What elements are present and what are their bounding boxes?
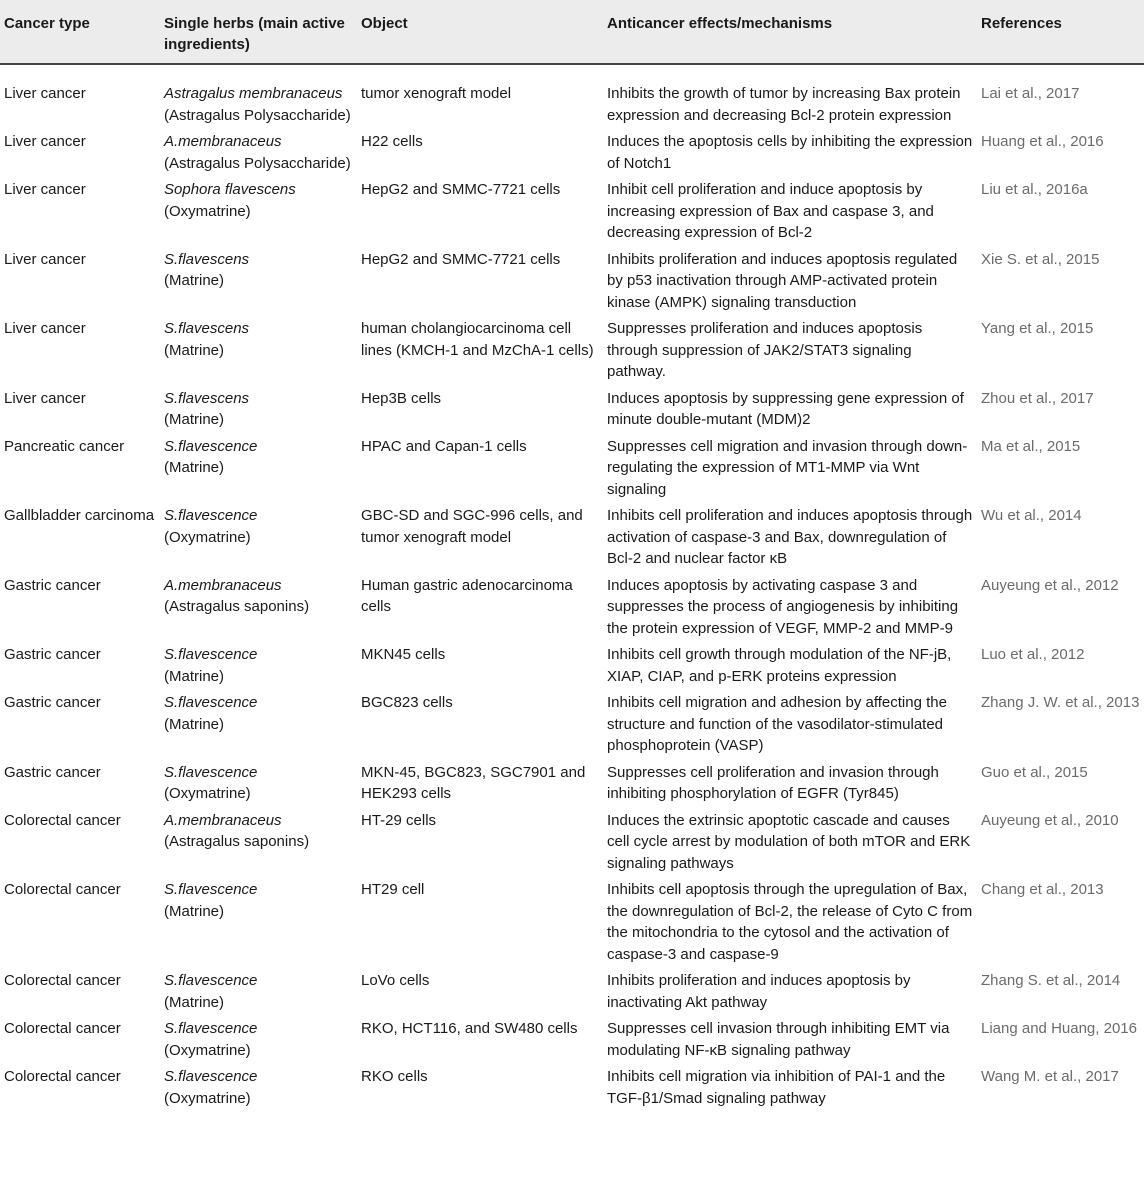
cell-cancer-type: Gastric cancer [4, 694, 101, 711]
herb-species: S.flavescence [164, 646, 258, 663]
cell-herb [160, 1063, 357, 1111]
header-anticancer-effects: Anticancer effects/mechanisms [603, 0, 977, 64]
herb-ingredient: (Astragalus Polysaccharide) [164, 154, 351, 172]
cell-cancer-type: Colorectal cancer [4, 881, 121, 898]
cell-object: BGC823 cells [361, 694, 453, 711]
herb-species: S.flavescens [164, 320, 250, 337]
cell-reference: Auyeung et al., 2010 [981, 811, 1119, 829]
herb-species: A.membranaceus [164, 811, 282, 829]
herb-species: S.flavescence [164, 1068, 258, 1085]
herb-species: A.membranaceus [164, 133, 282, 150]
table-row [0, 433, 1144, 503]
cell-herb [160, 64, 357, 128]
header-references: References [977, 0, 1144, 64]
cell-cancer-type: Liver cancer [4, 250, 86, 268]
cell-effect: Inhibits cell migration and adhesion by affecting the structure and function of the vasodilator-stimulated phosphoprotein (VASP) [607, 694, 947, 754]
table-row [0, 759, 1144, 807]
cell-object: LoVo cells [361, 972, 430, 989]
herb-ingredient: (Astragalus Polysaccharide) [164, 106, 351, 124]
herb-ingredient: (Astragalus saponins) [164, 598, 310, 615]
cell-cancer-type: Colorectal cancer [4, 972, 121, 989]
table-row [0, 689, 1144, 759]
herb-species: S.flavescence [164, 763, 258, 781]
herb-ingredient: (Matrine) [164, 459, 225, 476]
table-row [0, 128, 1144, 176]
cell-cancer-type: Liver cancer [4, 389, 86, 407]
herb-ingredient: (Oxymatrine) [164, 528, 251, 546]
herb-ingredient: (Astragalus saponins) [164, 833, 310, 850]
cell-effect: Inhibits the growth of tumor by increasing Bax protein expression and decreasing Bcl-2 protein expression [607, 85, 961, 124]
herb-species: S.flavescens [164, 389, 250, 407]
cell-reference: Ma et al., 2015 [981, 437, 1081, 455]
herb-species: S.flavescence [164, 972, 258, 989]
herb-ingredient: (Matrine) [164, 902, 225, 920]
cell-herb [160, 385, 357, 433]
cell-herb [160, 176, 357, 246]
cell-reference: Chang et al., 2013 [981, 881, 1104, 898]
table-row [0, 1015, 1144, 1063]
cell-object: Hep3B cells [361, 389, 442, 407]
cell-effect: Suppresses cell proliferation and invasion through inhibiting phosphorylation of EGFR (Tyr845) [607, 763, 939, 802]
table-row [0, 967, 1144, 1015]
header-single-herbs: Single herbs (main active ingredients) [160, 0, 357, 64]
cell-cancer-type: Gastric cancer [4, 763, 101, 781]
cell-reference: Yang et al., 2015 [981, 320, 1094, 337]
cell-effect: Inhibits cell apoptosis through the upregulation of Bax, the downregulation of Bcl-2, the release of Cyto C from the mitochondria to the cytosol and the activation of caspase-3 and caspase-9 [607, 881, 973, 963]
cell-reference: Zhou et al., 2017 [981, 389, 1094, 407]
cell-cancer-type: Liver cancer [4, 85, 86, 102]
header-object: Object [357, 0, 603, 64]
herb-ingredient: (Oxymatrine) [164, 1041, 251, 1059]
cell-reference: Guo et al., 2015 [981, 763, 1088, 781]
herb-species: Astragalus membranaceus [164, 85, 343, 102]
cell-reference: Luo et al., 2012 [981, 646, 1085, 663]
cell-object: RKO cells [361, 1068, 428, 1085]
cell-effect: Inhibits cell growth through modulation of the NF-jB, XIAP, CIAP, and p-ERK proteins expression [607, 646, 952, 685]
cell-herb [160, 641, 357, 689]
cell-object: tumor xenograft model [361, 85, 512, 102]
cell-reference: Liang and Huang, 2016 [981, 1020, 1137, 1037]
herb-species: S.flavescence [164, 694, 258, 711]
herb-ingredient: (Matrine) [164, 993, 225, 1011]
cell-effect: Induces apoptosis by suppressing gene expression of minute double-mutant (MDM)2 [607, 389, 964, 428]
cell-object: Human gastric adenocarcinoma cells [361, 576, 573, 615]
cell-herb [160, 807, 357, 877]
herb-ingredient: (Matrine) [164, 715, 225, 733]
cell-object: human cholangiocarcinoma cell lines (KMCH-1 and MzChA-1 cells) [361, 320, 594, 359]
cell-effect: Induces the apoptosis cells by inhibiting the expression of Notch1 [607, 133, 973, 172]
table-row [0, 64, 1144, 128]
herb-ingredient: (Oxymatrine) [164, 1089, 251, 1107]
cell-cancer-type: Colorectal cancer [4, 811, 121, 829]
cell-reference: Huang et al., 2016 [981, 133, 1104, 150]
cell-object: MKN-45, BGC823, SGC7901 and HEK293 cells [361, 763, 586, 802]
cell-cancer-type: Gastric cancer [4, 576, 101, 594]
cell-object: HPAC and Capan-1 cells [361, 437, 527, 455]
cell-object: H22 cells [361, 133, 423, 150]
cell-object: HT-29 cells [361, 811, 437, 829]
cell-reference: Auyeung et al., 2012 [981, 576, 1119, 594]
cell-effect: Inhibits cell proliferation and induces apoptosis through activation of caspase-3 and Bax, downregulation of Bcl-2 and nuclear factor κB [607, 507, 973, 567]
herb-species: S.flavescence [164, 437, 258, 455]
cell-herb [160, 433, 357, 503]
herb-species: Sophora flavescens [164, 181, 296, 198]
cell-effect: Suppresses cell invasion through inhibiting EMT via modulating NF-κB signaling pathway [607, 1020, 950, 1059]
table-row [0, 315, 1144, 385]
cell-effect: Inhibits proliferation and induces apoptosis by inactivating Akt pathway [607, 972, 911, 1011]
table-row [0, 246, 1144, 316]
table-row [0, 176, 1144, 246]
cell-herb [160, 1015, 357, 1063]
cell-cancer-type: Liver cancer [4, 181, 86, 198]
table-row [0, 1063, 1144, 1111]
table-body [0, 64, 1144, 1111]
herb-species: S.flavescence [164, 507, 258, 524]
herb-species: S.flavescence [164, 881, 258, 898]
cell-effect: Suppresses cell migration and invasion through down-regulating the expression of MT1-MMP via Wnt signaling [607, 437, 968, 498]
cell-cancer-type: Gastric cancer [4, 646, 101, 663]
cell-herb [160, 315, 357, 385]
cell-herb [160, 572, 357, 642]
cell-effect: Suppresses proliferation and induces apoptosis through suppression of JAK2/STAT3 signaling pathway. [607, 320, 923, 380]
cell-reference: Lai et al., 2017 [981, 85, 1080, 102]
cell-herb [160, 967, 357, 1015]
cell-reference: Xie S. et al., 2015 [981, 250, 1100, 268]
cell-object: HepG2 and SMMC-7721 cells [361, 250, 561, 268]
table-row [0, 502, 1144, 572]
cell-cancer-type: Liver cancer [4, 320, 86, 337]
cell-cancer-type: Liver cancer [4, 133, 86, 150]
cell-object: HT29 cell [361, 881, 425, 898]
herb-ingredient: (Oxymatrine) [164, 785, 251, 802]
cell-reference: Wu et al., 2014 [981, 507, 1082, 524]
cell-object: GBC-SD and SGC-996 cells, and tumor xenograft model [361, 507, 583, 546]
cell-object: RKO, HCT116, and SW480 cells [361, 1020, 578, 1037]
cell-effect: Inhibit cell proliferation and induce apoptosis by increasing expression of Bax and caspase 3, and decreasing expression of Bcl-2 [607, 181, 934, 241]
table-row [0, 385, 1144, 433]
table-row [0, 807, 1144, 877]
cell-effect: Inhibits cell migration via inhibition of PAI-1 and the TGF-β1/Smad signaling pathway [607, 1068, 946, 1107]
cell-effect: Inhibits proliferation and induces apoptosis regulated by p53 inactivation through AMP-activated protein kinase (AMPK) signaling transduction [607, 250, 958, 311]
cell-effect: Induces the extrinsic apoptotic cascade and causes cell cycle arrest by modulation of both mTOR and ERK signaling pathways [607, 811, 971, 872]
cell-herb [160, 759, 357, 807]
herb-ingredient: (Matrine) [164, 272, 225, 289]
cell-reference: Zhang S. et al., 2014 [981, 972, 1121, 989]
cell-cancer-type: Pancreatic cancer [4, 437, 125, 455]
cell-reference: Wang M. et al., 2017 [981, 1068, 1119, 1085]
cell-object: HepG2 and SMMC-7721 cells [361, 181, 561, 198]
cell-object: MKN45 cells [361, 646, 446, 663]
cell-effect: Induces apoptosis by activating caspase 3 and suppresses the process of angiogenesis by inhibiting the protein expression of VEGF, MMP-2 and MMP-9 [607, 576, 959, 637]
cell-herb [160, 502, 357, 572]
herb-ingredient: (Matrine) [164, 667, 225, 685]
cell-cancer-type: Gallbladder carcinoma [4, 507, 155, 524]
cell-reference: Zhang J. W. et al., 2013 [981, 694, 1140, 711]
table-row [0, 572, 1144, 642]
cell-cancer-type: Colorectal cancer [4, 1020, 121, 1037]
herb-ingredient: (Matrine) [164, 341, 225, 359]
cell-herb [160, 128, 357, 176]
cell-herb [160, 689, 357, 759]
cell-herb [160, 246, 357, 316]
cell-reference: Liu et al., 2016a [981, 181, 1088, 198]
cell-cancer-type: Colorectal cancer [4, 1068, 121, 1085]
table-header-row [0, 0, 1144, 64]
table-row [0, 641, 1144, 689]
herb-ingredient: (Oxymatrine) [164, 202, 251, 220]
herb-species: A.membranaceus [164, 576, 282, 594]
herb-species: S.flavescens [164, 250, 250, 268]
herb-species: S.flavescence [164, 1020, 258, 1037]
cell-herb [160, 876, 357, 967]
herb-ingredient: (Matrine) [164, 411, 225, 428]
header-cancer-type: Cancer type [0, 0, 160, 64]
table-row [0, 876, 1144, 967]
